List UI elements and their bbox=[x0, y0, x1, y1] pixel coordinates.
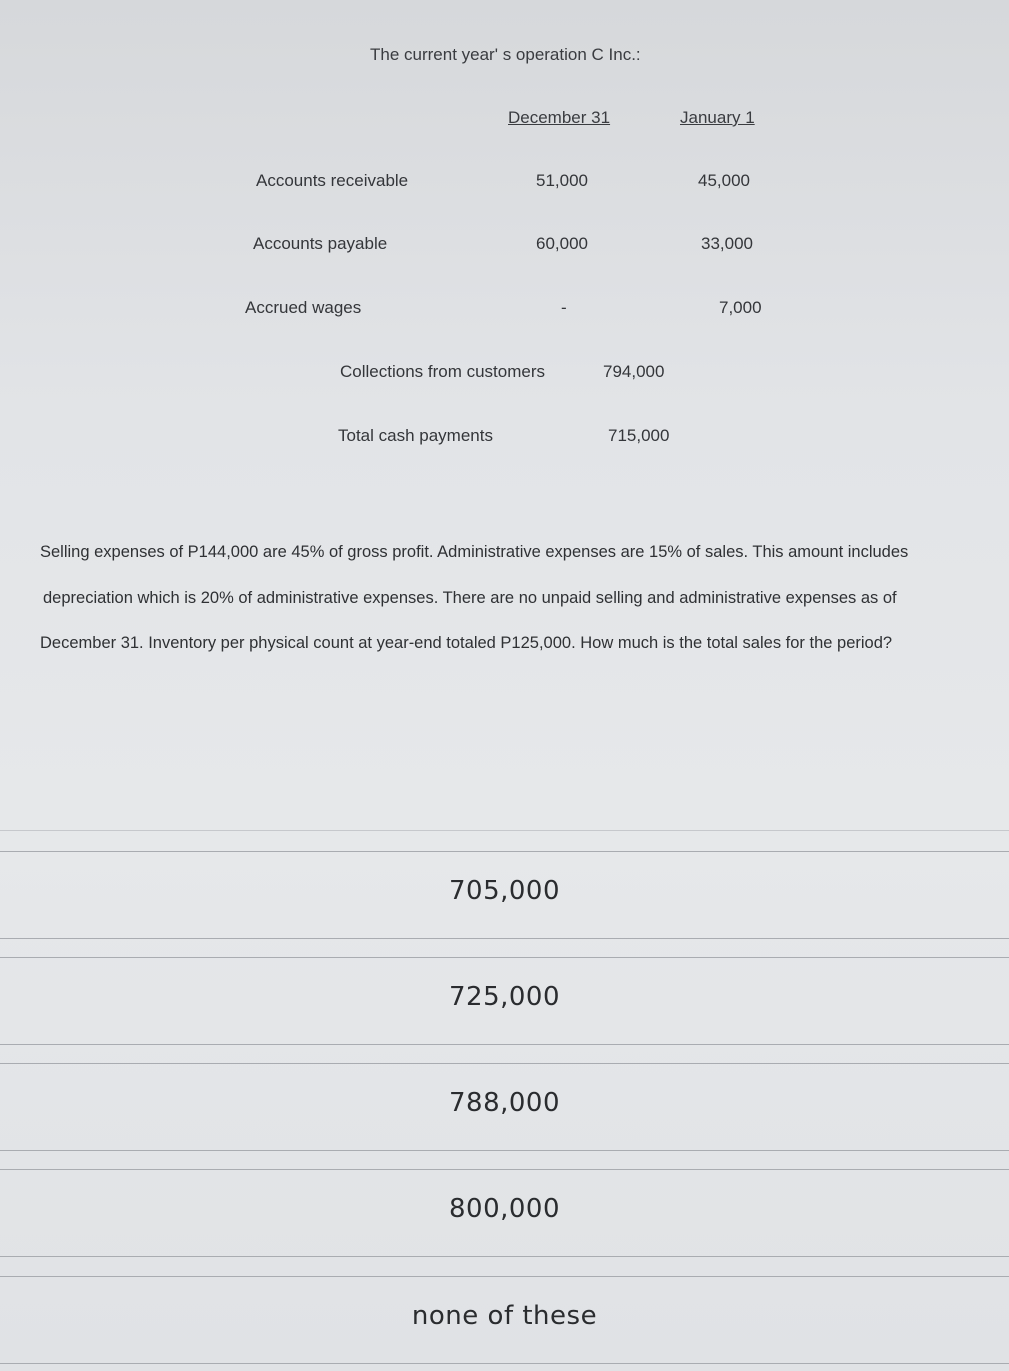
value-ar-jan1: 45,000 bbox=[698, 171, 750, 190]
question-intro: The current year' s operation C Inc.: bbox=[370, 45, 641, 64]
paragraph-line: Selling expenses of P144,000 are 45% of gross profit. Administrative expenses are 15% of sales. This amount includes bbox=[40, 543, 909, 561]
column-header-january-1: January 1 bbox=[680, 108, 755, 127]
answer-option-705000[interactable] bbox=[0, 851, 1009, 939]
answer-option-label: 788,000 bbox=[448, 1088, 561, 1118]
answer-option-725000[interactable] bbox=[0, 957, 1009, 1045]
value-cash-payments: 715,000 bbox=[608, 426, 670, 445]
answer-option-label: 800,000 bbox=[448, 1194, 561, 1224]
row-label-accounts-receivable: Accounts receivable bbox=[256, 171, 409, 190]
value-wages-dec31: - bbox=[561, 298, 567, 317]
answer-option-label: none of these bbox=[411, 1301, 598, 1331]
answer-option-label: 705,000 bbox=[448, 876, 561, 906]
value-ap-jan1: 33,000 bbox=[701, 234, 753, 253]
answer-option-800000[interactable] bbox=[0, 1169, 1009, 1257]
question-paragraph bbox=[40, 530, 980, 667]
paragraph-line: December 31. Inventory per physical count at year-end totaled P125,000. How much is the total sales for the period? bbox=[40, 634, 893, 652]
label-total-cash-payments: Total cash payments bbox=[338, 426, 493, 445]
label-collections-from-customers: Collections from customers bbox=[340, 362, 546, 381]
divider bbox=[0, 830, 1009, 831]
paragraph-line: depreciation which is 20% of administrative expenses. There are no unpaid selling and administrative expenses as of bbox=[43, 588, 897, 607]
value-collections: 794,000 bbox=[603, 362, 665, 381]
answer-option-788000[interactable] bbox=[0, 1063, 1009, 1151]
value-wages-jan1: 7,000 bbox=[719, 298, 762, 317]
row-label-accrued-wages: Accrued wages bbox=[245, 298, 362, 317]
row-label-accounts-payable: Accounts payable bbox=[253, 234, 388, 253]
value-ap-dec31: 60,000 bbox=[536, 234, 588, 253]
answer-option-none-of-these[interactable] bbox=[0, 1276, 1009, 1364]
answer-option-label: 725,000 bbox=[448, 982, 561, 1012]
value-ar-dec31: 51,000 bbox=[536, 171, 588, 190]
column-header-december-31: December 31 bbox=[508, 108, 611, 127]
